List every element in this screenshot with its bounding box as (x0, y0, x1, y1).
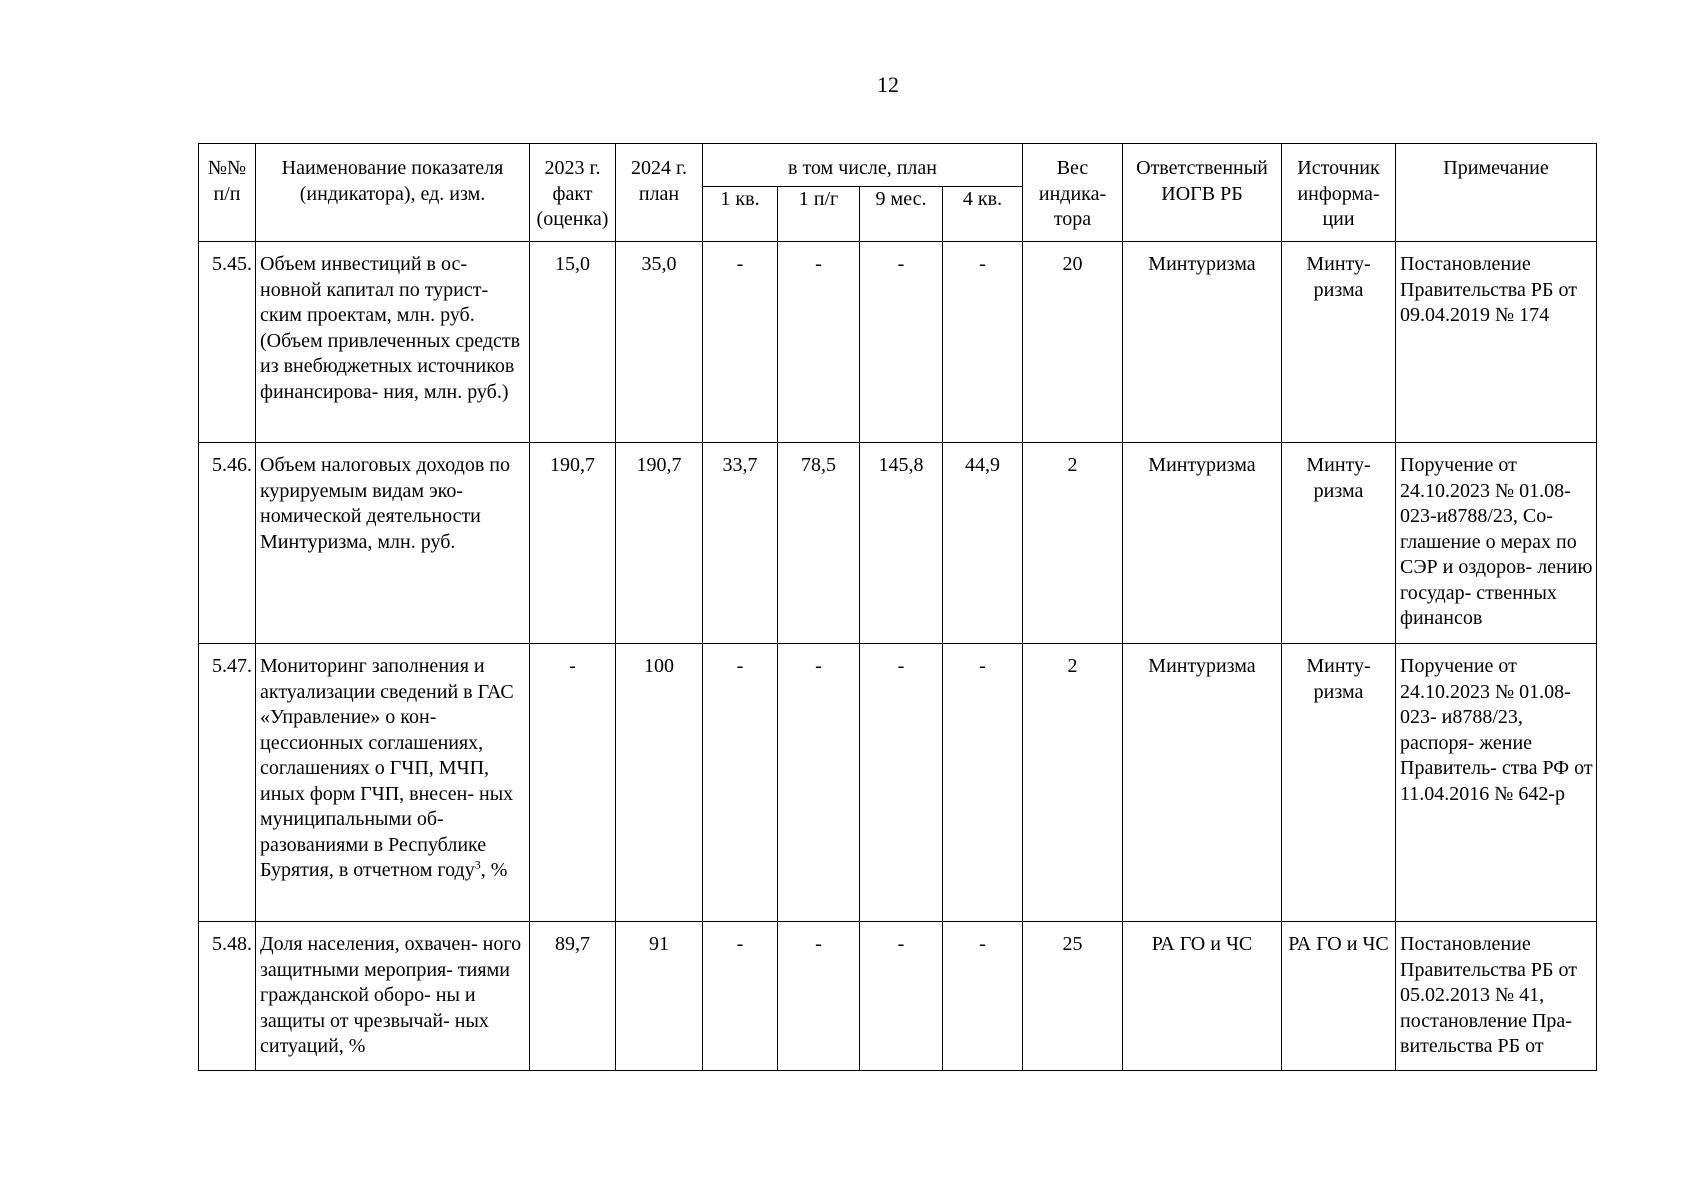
row-number: 5.47. (199, 644, 256, 922)
note-cell: Поручение от 24.10.2023 № 01.08-023-и8788/23, Со- глашение о мерах по СЭР и оздоров- лению государ- ственных финансов (1396, 443, 1597, 644)
plan-q1: - (703, 922, 778, 1071)
plan-9m: - (860, 922, 943, 1071)
page-number: 12 (877, 72, 899, 97)
table-row (199, 644, 1597, 922)
responsible-agency: Минтуризма (1123, 443, 1282, 644)
indicator-name-text: Мониторинг заполнения и актуализации сведений в ГАС «Управление» о кон- цессионных соглашениях, соглашениях о ГЧП, МЧП, иных форм ГЧП, внесен- ных муниципальными об- разованиями в Республике Бурятия, в отчетном году (260, 655, 514, 881)
plan-q4: - (943, 644, 1023, 922)
header-fact-2023: 2023 г. факт (оценка) (530, 144, 616, 242)
header-h1: 1 п/г (778, 187, 860, 242)
indicator-weight: 2 (1023, 443, 1123, 644)
plan-2024: 190,7 (616, 443, 703, 644)
info-source: Минту- ризма (1282, 443, 1396, 644)
plan-9m: - (860, 242, 943, 443)
plan-9m: - (860, 644, 943, 922)
header-q4: 4 кв. (943, 187, 1023, 242)
plan-2024: 91 (616, 922, 703, 1071)
note-cell: Поручение от 24.10.2023 № 01.08-023- и8788/23, распоря- жение Правитель- ства РФ от 11.04.2016 № 642-р (1396, 644, 1597, 922)
row-number: 5.48. (199, 922, 256, 1071)
header-plan-2024: 2024 г. план (616, 144, 703, 242)
indicator-name: Объем налоговых доходов по курируемым видам эко- номической деятельности Минтуризма, млн. руб. (256, 443, 530, 644)
indicator-weight: 20 (1023, 242, 1123, 443)
table-row (199, 922, 1597, 1071)
fact-2023: - (530, 644, 616, 922)
plan-h1: - (778, 644, 860, 922)
plan-q1: - (703, 242, 778, 443)
indicator-weight: 25 (1023, 922, 1123, 1071)
indicator-name: Объем инвестиций в ос- новной капитал по турист- ским проектам, млн. руб. (Объем привлеченных средств из внебюджетных источников финансирова- ния, млн. руб.) (256, 242, 530, 443)
plan-q1: - (703, 644, 778, 922)
row-number: 5.45. (199, 242, 256, 443)
header-num: №№ п/п (199, 144, 256, 242)
info-source: Минту- ризма (1282, 242, 1396, 443)
plan-h1: 78,5 (778, 443, 860, 644)
header-note: Примечание (1396, 144, 1597, 242)
responsible-agency: Минтуризма (1123, 644, 1282, 922)
row-number: 5.46. (199, 443, 256, 644)
plan-q4: 44,9 (943, 443, 1023, 644)
info-source: РА ГО и ЧС (1282, 922, 1396, 1071)
header-name: Наименование показателя (индикатора), ед. изм. (256, 144, 530, 242)
plan-h1: - (778, 922, 860, 1071)
header-responsible: Ответственный ИОГВ РБ (1123, 144, 1282, 242)
fact-2023: 190,7 (530, 443, 616, 644)
header-weight: Вес индика- тора (1023, 144, 1123, 242)
indicator-name: Доля населения, охвачен- ного защитными мероприя- тиями гражданской оборо- ны и защиты от чрезвычай- ных ситуаций, % (256, 922, 530, 1071)
responsible-agency: РА ГО и ЧС (1123, 922, 1282, 1071)
info-source: Минту- ризма (1282, 644, 1396, 922)
plan-q4: - (943, 242, 1023, 443)
plan-q4: - (943, 922, 1023, 1071)
table-row (199, 242, 1597, 443)
responsible-agency: Минтуризма (1123, 242, 1282, 443)
header-9m: 9 мес. (860, 187, 943, 242)
indicator-name-tail: , % (480, 859, 508, 881)
footnote-mark: 3 (474, 857, 481, 872)
header-source: Источник информа- ции (1282, 144, 1396, 242)
table-header-row (199, 144, 1597, 187)
note-cell: Постановление Правительства РБ от 09.04.2019 № 174 (1396, 242, 1597, 443)
indicators-table (198, 143, 1597, 1071)
plan-2024: 100 (616, 644, 703, 922)
note-cell: Постановление Правительства РБ от 05.02.2013 № 41, постановление Пра- вительства РБ от (1396, 922, 1597, 1071)
indicator-weight: 2 (1023, 644, 1123, 922)
header-q1: 1 кв. (703, 187, 778, 242)
indicator-name (256, 644, 530, 922)
plan-h1: - (778, 242, 860, 443)
fact-2023: 15,0 (530, 242, 616, 443)
fact-2023: 89,7 (530, 922, 616, 1071)
plan-2024: 35,0 (616, 242, 703, 443)
header-including-plan: в том числе, план (703, 144, 1023, 187)
table-row (199, 443, 1597, 644)
plan-9m: 145,8 (860, 443, 943, 644)
plan-q1: 33,7 (703, 443, 778, 644)
